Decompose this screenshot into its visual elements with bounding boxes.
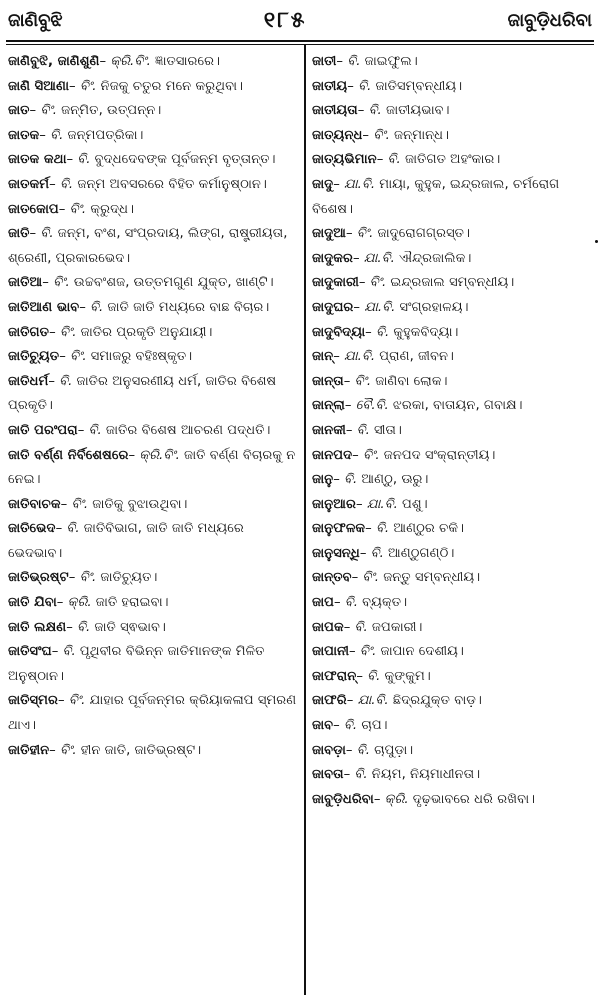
entry-grammar-tag: ବି.	[344, 472, 358, 488]
dictionary-entry: ଜାତିବାଚକ– ବିଂ. ଜାତିକୁ ବୁଝାଉଥିବା।	[8, 496, 188, 512]
entry-headword: ଜାତିଗତ	[8, 324, 50, 340]
entry-definition: ଜାତିଗତ ଅହଂକାର।	[404, 152, 501, 168]
dictionary-entry: ଜାତିଆ– ବିଂ. ଉଚ୍ଚବଂଶଜ, ଉତ୍ତମଗୁଣ ଯୁକ୍ତ, ଖାଣ୍ଟି।	[8, 275, 274, 291]
entry-definition: କ୍ରୁଦ୍ଧ।	[90, 201, 135, 217]
dictionary-entry: ଜାଫରି– ଯା.ବି. ଛିଦ୍ରଯୁକ୍ତ ବାଡ଼।	[312, 693, 482, 709]
dictionary-entry: ଜାଣିବୁଝି, ଜାଣିଶୁଣି– କ୍ରି.ବିଂ. ଜ୍ଞାତସାରରେ।	[8, 54, 221, 69]
entry-definition: ଜାତୀୟଭାବ।	[385, 103, 450, 119]
dictionary-entry: ଜାଫରାନ୍– ବି. କୁଙ୍କୁମ।	[312, 668, 431, 684]
entry-headword: ଜାତିହୀନ	[8, 742, 50, 758]
entry-definition: ଜନପଦ ସଂକ୍ରାନ୍ତୀୟ।	[383, 447, 496, 463]
entry-grammar-tag: ବିଂ.	[356, 226, 374, 242]
entry-definition: ଦୃଢ଼ଭାବରେ ଧରି ରଖିବା।	[412, 791, 536, 807]
entry-definition: ବୁଦ୍ଧଦେବଙ୍କ ପୂର୍ବଜନ୍ମ ବୃତ୍ତାନ୍ତ।	[94, 152, 276, 168]
entry-grammar-tag: ବିଂ.	[53, 275, 70, 291]
entry-headword: ଜାଫରାନ୍	[312, 668, 357, 684]
dictionary-entry: ଜାଦୁକାରୀ– ବିଂ. ଇନ୍ଦ୍ରଜାଲ ସମ୍ବନ୍ଧୀୟ।	[312, 275, 515, 291]
entry-definition: ଜାପାନ ଦେଶୀୟ।	[380, 644, 464, 660]
entry-definition: ଜାତିର ଅନୁସରଣୀୟ ଧର୍ମ, ଜାତିର ବିଶେଷ ପ୍ରକୃତି।	[8, 373, 277, 414]
dictionary-entry: ଜାଣି ସିଆଣା– ବିଂ. ନିଜକୁ ଚତୁର ମନେ କରୁଥିବା।	[8, 78, 244, 94]
entry-definition: ଇନ୍ଦ୍ରଜାଲ ସମ୍ବନ୍ଧୀୟ।	[390, 275, 515, 291]
entry-headword: ଜାତିଆଣ ଭାବ	[8, 299, 80, 315]
entry-definition: ଜାତି ବର୍ଣ୍ଣ ବିଚାରକୁ ନ ନେଇ।	[8, 447, 296, 488]
dictionary-entry: ଜାତି ବର୍ଣ୍ଣ ନିର୍ବିଶେଷରେ– କ୍ରି.ବିଂ. ଜାତି ବର୍ଣ୍ଣ ବିଚାରକୁ ନ ନେଇ।	[8, 447, 296, 488]
entry-definition: ଚାପୁଡ଼ା।	[374, 742, 414, 758]
entry-definition: ଯାହାର ପୂର୍ବଜନ୍ମର କ୍ରିୟାକଳାପ ସ୍ମରଣ ଥାଏ।	[8, 693, 297, 734]
entry-headword: ଜାଣିବୁଝି, ଜାଣିଶୁଣି	[8, 54, 100, 69]
entry-headword: ଜାତକର୍ମ	[8, 176, 50, 192]
entry-grammar-tag: ବି.	[343, 718, 358, 734]
entry-headword: ଜାତୀ	[312, 54, 337, 69]
dictionary-entry: ଜାତିଭେଦ– ବି. ଜାତିବିଭାଗ, ଜାତି ଜାତି ମଧ୍ୟରେ ଭେଦଭାବ।	[8, 521, 244, 561]
entry-headword: ଜାତକୋପ	[8, 201, 59, 217]
entry-grammar-tag: ବି.	[375, 521, 390, 537]
entry-grammar-tag: ବି.	[354, 767, 368, 783]
dictionary-entry: ଜାତି ଯିବା– କ୍ରି. ଜାତି ହରାଇବା।	[8, 595, 169, 611]
entry-definition: ଜାତିବିଭାଗ, ଜାତି ଜାତି ମଧ୍ୟରେ ଭେଦଭାବ।	[8, 521, 244, 561]
dictionary-entry: ଜାନ୍ଲା– ବୈ.ବି. ଝରକା, ବାତାୟନ, ଗବାକ୍ଷ।	[312, 398, 523, 414]
entry-definition: ହୀନ ଜାତି, ଜାତିଭ୍ରଷ୍ଟ।	[80, 742, 202, 758]
right-column	[312, 50, 594, 997]
column-divider	[304, 45, 306, 995]
dictionary-entry: ଜାତି ପରଂପରା– ବି. ଜାତିର ବିଶେଷ ଆଚରଣ ପଦ୍ଧତି।	[8, 422, 271, 438]
dictionary-entry: ଜାତିସ୍ମର– ବିଂ. ଯାହାର ପୂର୍ବଜନ୍ମର କ୍ରିୟାକଳାପ ସ୍ମରଣ ଥାଏ।	[8, 693, 297, 734]
dictionary-entry: ଜାତିଧର୍ମ– ବି. ଜାତିର ଅନୁସରଣୀୟ ଧର୍ମ, ଜାତିର ବିଶେଷ ପ୍ରକୃତି।	[8, 373, 277, 414]
entry-definition: କୁଙ୍କୁମ।	[384, 668, 431, 684]
dictionary-entry: ଜାବଡ଼ା– ବି. ଚାପୁଡ଼ା।	[312, 742, 414, 758]
entry-headword: ଜାନ୍ତା	[312, 373, 344, 389]
entry-headword: ଜାତି ପରଂପରା	[8, 422, 78, 438]
left-column	[8, 50, 298, 997]
dictionary-entry: ଜାଦୁଘର– ଯା.ବି. ସଂଗ୍ରହାଳୟ।	[312, 299, 469, 315]
entry-definition: ଛିଦ୍ରଯୁକ୍ତ ବାଡ଼।	[392, 693, 482, 709]
entry-grammar-tag: ବି.	[59, 176, 74, 192]
entry-grammar-tag: ବି.	[62, 644, 76, 660]
dictionary-entry: ଜାତକ– ବି. ଜନ୍ମପତ୍ରିକା।	[8, 127, 144, 143]
entry-definition: ଜ୍ଞାତସାରରେ।	[155, 54, 221, 69]
entry-grammar-tag: କ୍ରି.	[67, 595, 92, 611]
header-rule	[6, 40, 594, 42]
entry-definition: ଜାଣିବା ଲୋକ।	[375, 373, 448, 389]
entry-headword: ଜାତିଭେଦ	[8, 521, 56, 537]
page-number: ୧୮୫	[263, 7, 307, 33]
entry-grammar-tag: ବି.	[90, 299, 104, 315]
margin-dot	[595, 240, 598, 243]
entry-definition: ଜନ୍ମ ଅବସରରେ ବିହିତ କର୍ମାନୁଷ୍ଠାନ।	[77, 176, 267, 192]
entry-grammar-tag: ବିଂ.	[79, 78, 97, 94]
entry-grammar-tag: ଯା.ବି.	[363, 250, 395, 266]
dictionary-entry: ଜାନ୍ତା– ବିଂ. ଜାଣିବା ଲୋକ।	[312, 373, 448, 389]
entry-headword: ଜାଦୁ	[312, 176, 334, 192]
dictionary-entry: ଜାବ– ବି. ଚାପ।	[312, 718, 388, 734]
entry-headword: ଜାବ	[312, 718, 334, 734]
entry-grammar-tag: ବି.	[88, 422, 102, 438]
header-rule-thin	[6, 44, 594, 45]
dictionary-entry: ଜାତ୍ୟଭିମାନ– ବି. ଜାତିଗତ ଅହଂକାର।	[312, 152, 501, 168]
dictionary-entry: ଜାଦୁକର– ଯା.ବି. ଐନ୍ଦ୍ରଜାଲିକ।	[312, 250, 472, 266]
entry-definition: ସଂଗ୍ରହାଳୟ।	[399, 299, 469, 315]
entry-headword: ଜାଦୁଆ	[312, 226, 346, 242]
entry-grammar-tag: ବିଂ.	[373, 127, 390, 143]
entry-grammar-tag: ବିଂ.	[71, 496, 89, 512]
dictionary-entry: ଜାନୁ– ବି. ଆଣ୍ଠୁ, ଊରୁ।	[312, 472, 429, 488]
entry-grammar-tag: ଯା.ବି.	[344, 349, 376, 365]
entry-definition: ଜାଇଫୁଲ।	[364, 54, 418, 69]
dictionary-entry: ଜାତୀୟ– ବି. ଜାତିସମ୍ବନ୍ଧୀୟ।	[312, 78, 463, 94]
entry-grammar-tag: ବି.	[66, 521, 80, 537]
entry-grammar-tag: ବିଂ.	[359, 644, 377, 660]
dictionary-entry: ଜାତିଗତ– ବିଂ. ଜାତିର ପ୍ରକୃତି ଅନୁଯାୟୀ।	[8, 324, 213, 340]
dictionary-entry: ଜାପକ– ବି. ଜପକାରୀ।	[312, 619, 423, 635]
entry-headword: ଜାତ୍ୟନ୍ଧ	[312, 127, 363, 143]
entry-grammar-tag: ବିଂ.	[68, 693, 86, 709]
entry-definition: ଜାତି ଜାତି ମଧ୍ୟରେ ବାଛ ବିଚାର।	[107, 299, 270, 315]
entry-headword: ଜାବତା	[312, 767, 344, 783]
entry-headword: ଜାତିସଂଘ	[8, 644, 52, 660]
entry-headword: ଜାତୀୟ	[312, 78, 348, 94]
entry-definition: ପଶୁ।	[402, 496, 428, 512]
entry-headword: ଜାବୁଡ଼ିଧରିବା	[312, 791, 374, 807]
entry-definition: ଆଣ୍ଠୁଗଣ୍ଠି।	[388, 545, 455, 561]
entry-headword: ଜାନକୀ	[312, 422, 346, 438]
dictionary-entry: ଜାତ୍ୟନ୍ଧ– ବିଂ. ଜନ୍ମାନ୍ଧ।	[312, 127, 450, 143]
entry-grammar-tag: ବି.	[77, 152, 91, 168]
dictionary-entry: ଜାତକର୍ମ– ବି. ଜନ୍ମ ଅବସରରେ ବିହିତ କର୍ମାନୁଷ୍ଠାନ।	[8, 176, 267, 192]
entry-definition: ଆଣ୍ଠୁ, ଊରୁ।	[361, 472, 429, 488]
entry-definition: ଜନ୍ମପତ୍ରିକା।	[67, 127, 144, 143]
entry-definition: ଚାପ।	[361, 718, 388, 734]
entry-grammar-tag: ଯା.ବି.	[364, 299, 396, 315]
entry-definition: ଆଣ୍ଠୁର ଚକି।	[393, 521, 465, 537]
page-header	[8, 0, 592, 40]
entry-grammar-tag: ବି.	[367, 668, 381, 684]
entry-headword: ଜାଣି ସିଆଣା	[8, 78, 70, 94]
entry-headword: ଜାନପଦ	[312, 447, 353, 463]
entry-definition: କୁହୁକବିଦ୍ୟା।	[393, 324, 459, 340]
dictionary-entry: ଜାତିସଂଘ– ବି. ପୃଥିବୀର ବିଭିନ୍ନ ଜାତିମାନଙ୍କ ମିଳିତ ଅନୁଷ୍ଠାନ।	[8, 644, 265, 684]
entry-definition: ଜନ୍ମାନ୍ଧ।	[394, 127, 450, 143]
dictionary-entry: ଜାତୀ– ବି. ଜାଇଫୁଲ।	[312, 54, 418, 69]
entry-definition: ଜାତିର ବିଶେଷ ଆଚରଣ ପଦ୍ଧତି।	[105, 422, 271, 438]
entry-definition: ଜନ୍ମିତ, ଉତ୍ପନ୍ନ।	[61, 103, 162, 119]
entry-definition: ମାୟା, କୁହୁକ, ଇନ୍ଦ୍ରଜାଲ, ଚର୍ମରୋଗ ବିଶେଷ।	[312, 176, 560, 217]
entry-grammar-tag: ବି.	[40, 226, 54, 242]
entry-grammar-tag: ବି.	[356, 422, 370, 438]
entry-grammar-tag: କ୍ରି.ବିଂ.	[139, 447, 180, 463]
entry-headword: ଜାତି ଲକ୍ଷଣ	[8, 619, 67, 635]
entry-headword: ଜାନୁଫଳକ	[312, 521, 366, 537]
entry-definition: ପ୍ରାଣ, ଜୀବନ।	[379, 349, 454, 365]
entry-definition: ଜାତିଚ୍ୟୁତ।	[100, 570, 158, 586]
left-guide-word: ଜାଣିବୁଝି	[8, 9, 63, 31]
dictionary-entry: ଜାତକୋପ– ବିଂ. କ୍ରୁଦ୍ଧ।	[8, 201, 135, 217]
entry-definition: ଜାତିସମ୍ବନ୍ଧୀୟ।	[375, 78, 463, 94]
entry-grammar-tag: ଯା.ବି.	[357, 693, 389, 709]
entry-headword: ଜାତିଚ୍ୟୁତ	[8, 349, 60, 365]
entry-headword: ଜାତି ଯିବା	[8, 595, 57, 611]
entry-grammar-tag: ବିଂ.	[69, 349, 87, 365]
dictionary-entry: ଜାପ– ବି. ବ୍ୟକ୍ତ।	[312, 595, 408, 611]
entry-headword: ଜାନୁସନ୍ଧି	[312, 545, 360, 561]
entry-grammar-tag: କ୍ରି.	[384, 791, 409, 807]
entry-grammar-tag: ବି.	[375, 324, 390, 340]
entry-grammar-tag: ବି.	[368, 103, 382, 119]
dictionary-entry: ଜାନୁଫଳକ– ବି. ଆଣ୍ଠୁର ଚକି।	[312, 521, 465, 537]
entry-grammar-tag: ବିଂ.	[69, 201, 87, 217]
entry-headword: ଜାତ	[8, 103, 30, 119]
entry-grammar-tag: କ୍ରି.ବିଂ.	[110, 54, 151, 69]
entry-grammar-tag: ବି.	[370, 545, 384, 561]
dictionary-entry: ଜାବତା– ବି. ନିୟମ, ନିୟମାଧୀନତା।	[312, 767, 481, 783]
dictionary-entry: ଜାତିଭ୍ରଷ୍ଟ– ବିଂ. ଜାତିଚ୍ୟୁତ।	[8, 570, 158, 586]
dictionary-entry: ଜାତିଚ୍ୟୁତ– ବିଂ. ସମାଜରୁ ବହିଃଷ୍କୃତ।	[8, 349, 193, 365]
entry-headword: ଜାତକ	[8, 127, 40, 143]
entry-definition: ଜନ୍ମ, ବଂଶ, ସଂପ୍ରଦାୟ, ଲିଙ୍ଗ, ରାଷ୍ଟ୍ରୀୟତା, ଶ୍ରେଣୀ, ପ୍ରକାରଭେଦ।	[8, 226, 288, 266]
dictionary-entry: ଜାତିଆଣ ଭାବ– ବି. ଜାତି ଜାତି ମଧ୍ୟରେ ବାଛ ବିଚାର।	[8, 299, 270, 315]
entry-grammar-tag: ବି.	[356, 742, 370, 758]
dictionary-entry: ଜାନପଦ– ବିଂ. ଜନପଦ ସଂକ୍ରାନ୍ତୀୟ।	[312, 447, 496, 463]
entry-grammar-tag: ବି.	[50, 127, 64, 143]
entry-headword: ଜାତିଭ୍ରଷ୍ଟ	[8, 570, 69, 586]
entry-grammar-tag: ବିଂ.	[59, 324, 77, 340]
entry-headword: ଜାତି	[8, 226, 30, 242]
entry-definition: ନିୟମ, ନିୟମାଧୀନତା।	[371, 767, 481, 783]
dictionary-entry: ଜାତୀୟତା– ବି. ଜାତୀୟଭାବ।	[312, 103, 450, 119]
entry-grammar-tag: ବିଂ.	[369, 275, 387, 291]
entry-grammar-tag: ବିଂ.	[40, 103, 57, 119]
entry-headword: ଜାନୁ	[312, 472, 334, 488]
entry-headword: ଜାଦୁଘର	[312, 299, 354, 315]
entry-headword: ଜାନ୍	[312, 349, 334, 365]
dictionary-entry: ଜାନ୍ତବ– ବିଂ. ଜନ୍ତୁ ସମ୍ବନ୍ଧୀୟ।	[312, 570, 481, 586]
dictionary-entry: ଜାତ– ବିଂ. ଜନ୍ମିତ, ଉତ୍ପନ୍ନ।	[8, 103, 162, 119]
entry-definition: ଜପକାରୀ।	[371, 619, 423, 635]
entry-headword: ଜାଦୁବିଦ୍ୟା	[312, 324, 366, 340]
dictionary-entry: ଜାଦୁଆ– ବିଂ. ଜାଦୁରୋଗଗ୍ରସ୍ତ।	[312, 226, 471, 242]
entry-headword: ଜାପାନୀ	[312, 644, 349, 660]
dictionary-entry: ଜାନକୀ– ବି. ସୀତା।	[312, 422, 402, 438]
entry-grammar-tag: ଯା.ବି.	[366, 496, 398, 512]
dictionary-entry: ଜାତିହୀନ– ବିଂ. ହୀନ ଜାତି, ଜାତିଭ୍ରଷ୍ଟ।	[8, 742, 202, 758]
entry-definition: ଜାଦୁରୋଗଗ୍ରସ୍ତ।	[377, 226, 471, 242]
entry-headword: ଜାତକ କଥା	[8, 152, 67, 168]
entry-grammar-tag: ବିଂ.	[362, 447, 380, 463]
entry-headword: ଜାଦୁକାରୀ	[312, 275, 359, 291]
entry-definition: ନିଜକୁ ଚତୁର ମନେ କରୁଥିବା।	[100, 78, 244, 94]
entry-headword: ଜାଫରି	[312, 693, 347, 709]
entry-definition: ଜାତି ସ୍ଵଭାବ।	[94, 619, 166, 635]
dictionary-entry: ଜାତି ଲକ୍ଷଣ– ବି. ଜାତି ସ୍ଵଭାବ।	[8, 619, 166, 635]
entry-grammar-tag: ବୈ.ବି.	[355, 398, 389, 414]
entry-grammar-tag: ବି.	[387, 152, 401, 168]
entry-headword: ଜାତ୍ୟଭିମାନ	[312, 152, 377, 168]
entry-grammar-tag: ବି.	[344, 595, 358, 611]
entry-headword: ଜାତି ବର୍ଣ୍ଣ ନିର୍ବିଶେଷରେ	[8, 447, 129, 463]
entry-definition: ଐନ୍ଦ୍ରଜାଲିକ।	[398, 250, 472, 266]
entry-headword: ଜାନ୍ଲା	[312, 398, 345, 414]
entry-grammar-tag: ବି.	[347, 54, 361, 69]
entry-definition: ଉଚ୍ଚବଂଶଜ, ଉତ୍ତମଗୁଣ ଯୁକ୍ତ, ଖାଣ୍ଟି।	[73, 275, 274, 291]
entry-headword: ଜାନ୍ତବ	[312, 570, 352, 586]
dictionary-entry: ଜାନୁସନ୍ଧି– ବି. ଆଣ୍ଠୁଗଣ୍ଠି।	[312, 545, 455, 561]
entry-definition: ଜାତିର ପ୍ରକୃତି ଅନୁଯାୟୀ।	[80, 324, 213, 340]
right-guide-word: ଜାବୁଡ଼ିଧରିବା	[507, 9, 592, 31]
entry-grammar-tag: ବିଂ.	[362, 570, 379, 586]
entry-headword: ଜାତିବାଚକ	[8, 496, 61, 512]
entry-grammar-tag: ଯା.ବି.	[344, 176, 376, 192]
entry-grammar-tag: ବି.	[77, 619, 91, 635]
entry-definition: ପୃଥିବୀର ବିଭିନ୍ନ ଜାତିମାନଙ୍କ ମିଳିତ ଅନୁଷ୍ଠାନ।	[8, 644, 265, 684]
dictionary-entry: ଜାନ୍– ଯା.ବି. ପ୍ରାଣ, ଜୀବନ।	[312, 349, 454, 365]
entry-headword: ଜାପ	[312, 595, 334, 611]
dictionary-entry: ଜାନୁଆର– ଯା.ବି. ପଶୁ।	[312, 496, 428, 512]
entry-headword: ଜାତିସ୍ମର	[8, 693, 58, 709]
dictionary-entry: ଜାତକ କଥା– ବି. ବୁଦ୍ଧଦେବଙ୍କ ପୂର୍ବଜନ୍ମ ବୃତ୍ତାନ୍ତ।	[8, 152, 276, 168]
entry-definition: ଝରକା, ବାତାୟନ, ଗବାକ୍ଷ।	[392, 398, 523, 414]
entry-grammar-tag: ବିଂ.	[79, 570, 97, 586]
entry-headword: ଜାପକ	[312, 619, 344, 635]
entry-definition: ସୀତା।	[374, 422, 402, 438]
dictionary-entry: ଜାପାନୀ– ବିଂ. ଜାପାନ ଦେଶୀୟ।	[312, 644, 464, 660]
entry-headword: ଜାତିଆ	[8, 275, 43, 291]
entry-grammar-tag: ବିଂ.	[354, 373, 372, 389]
entry-headword: ଜାଦୁକର	[312, 250, 353, 266]
dictionary-entry: ଜାଦୁବିଦ୍ୟା– ବି. କୁହୁକବିଦ୍ୟା।	[312, 324, 459, 340]
entry-headword: ଜାନୁଆର	[312, 496, 356, 512]
dictionary-entry: ଜାତି– ବି. ଜନ୍ମ, ବଂଶ, ସଂପ୍ରଦାୟ, ଲିଙ୍ଗ, ରାଷ୍ଟ୍ରୀୟତା, ଶ୍ରେଣୀ, ପ୍ରକାରଭେଦ।	[8, 226, 288, 266]
dictionary-entry: ଜାବୁଡ଼ିଧରିବା– କ୍ରି. ଦୃଢ଼ଭାବରେ ଧରି ରଖିବା।	[312, 791, 536, 807]
entry-definition: ଜାତିକୁ ବୁଝାଉଥିବା।	[92, 496, 188, 512]
entry-definition: ସମାଜରୁ ବହିଃଷ୍କୃତ।	[90, 349, 193, 365]
entry-grammar-tag: ବି.	[358, 78, 372, 94]
entry-headword: ଜାତିଧର୍ମ	[8, 373, 49, 389]
entry-headword: ଜାତୀୟତା	[312, 103, 358, 119]
entry-grammar-tag: ବିଂ.	[59, 742, 77, 758]
entry-definition: ଜନ୍ତୁ ସମ୍ବନ୍ଧୀୟ।	[383, 570, 481, 586]
dictionary-entry: ଜାଦୁ– ଯା.ବି. ମାୟା, କୁହୁକ, ଇନ୍ଦ୍ରଜାଲ, ଚର୍ମରୋଗ ବିଶେଷ।	[312, 176, 560, 217]
entry-definition: ଜାତି ହରାଇବା।	[95, 595, 169, 611]
entry-grammar-tag: ବି.	[59, 373, 73, 389]
entry-grammar-tag: ବି.	[354, 619, 368, 635]
entry-headword: ଜାବଡ଼ା	[312, 742, 346, 758]
entry-definition: ବ୍ୟକ୍ତ।	[362, 595, 408, 611]
